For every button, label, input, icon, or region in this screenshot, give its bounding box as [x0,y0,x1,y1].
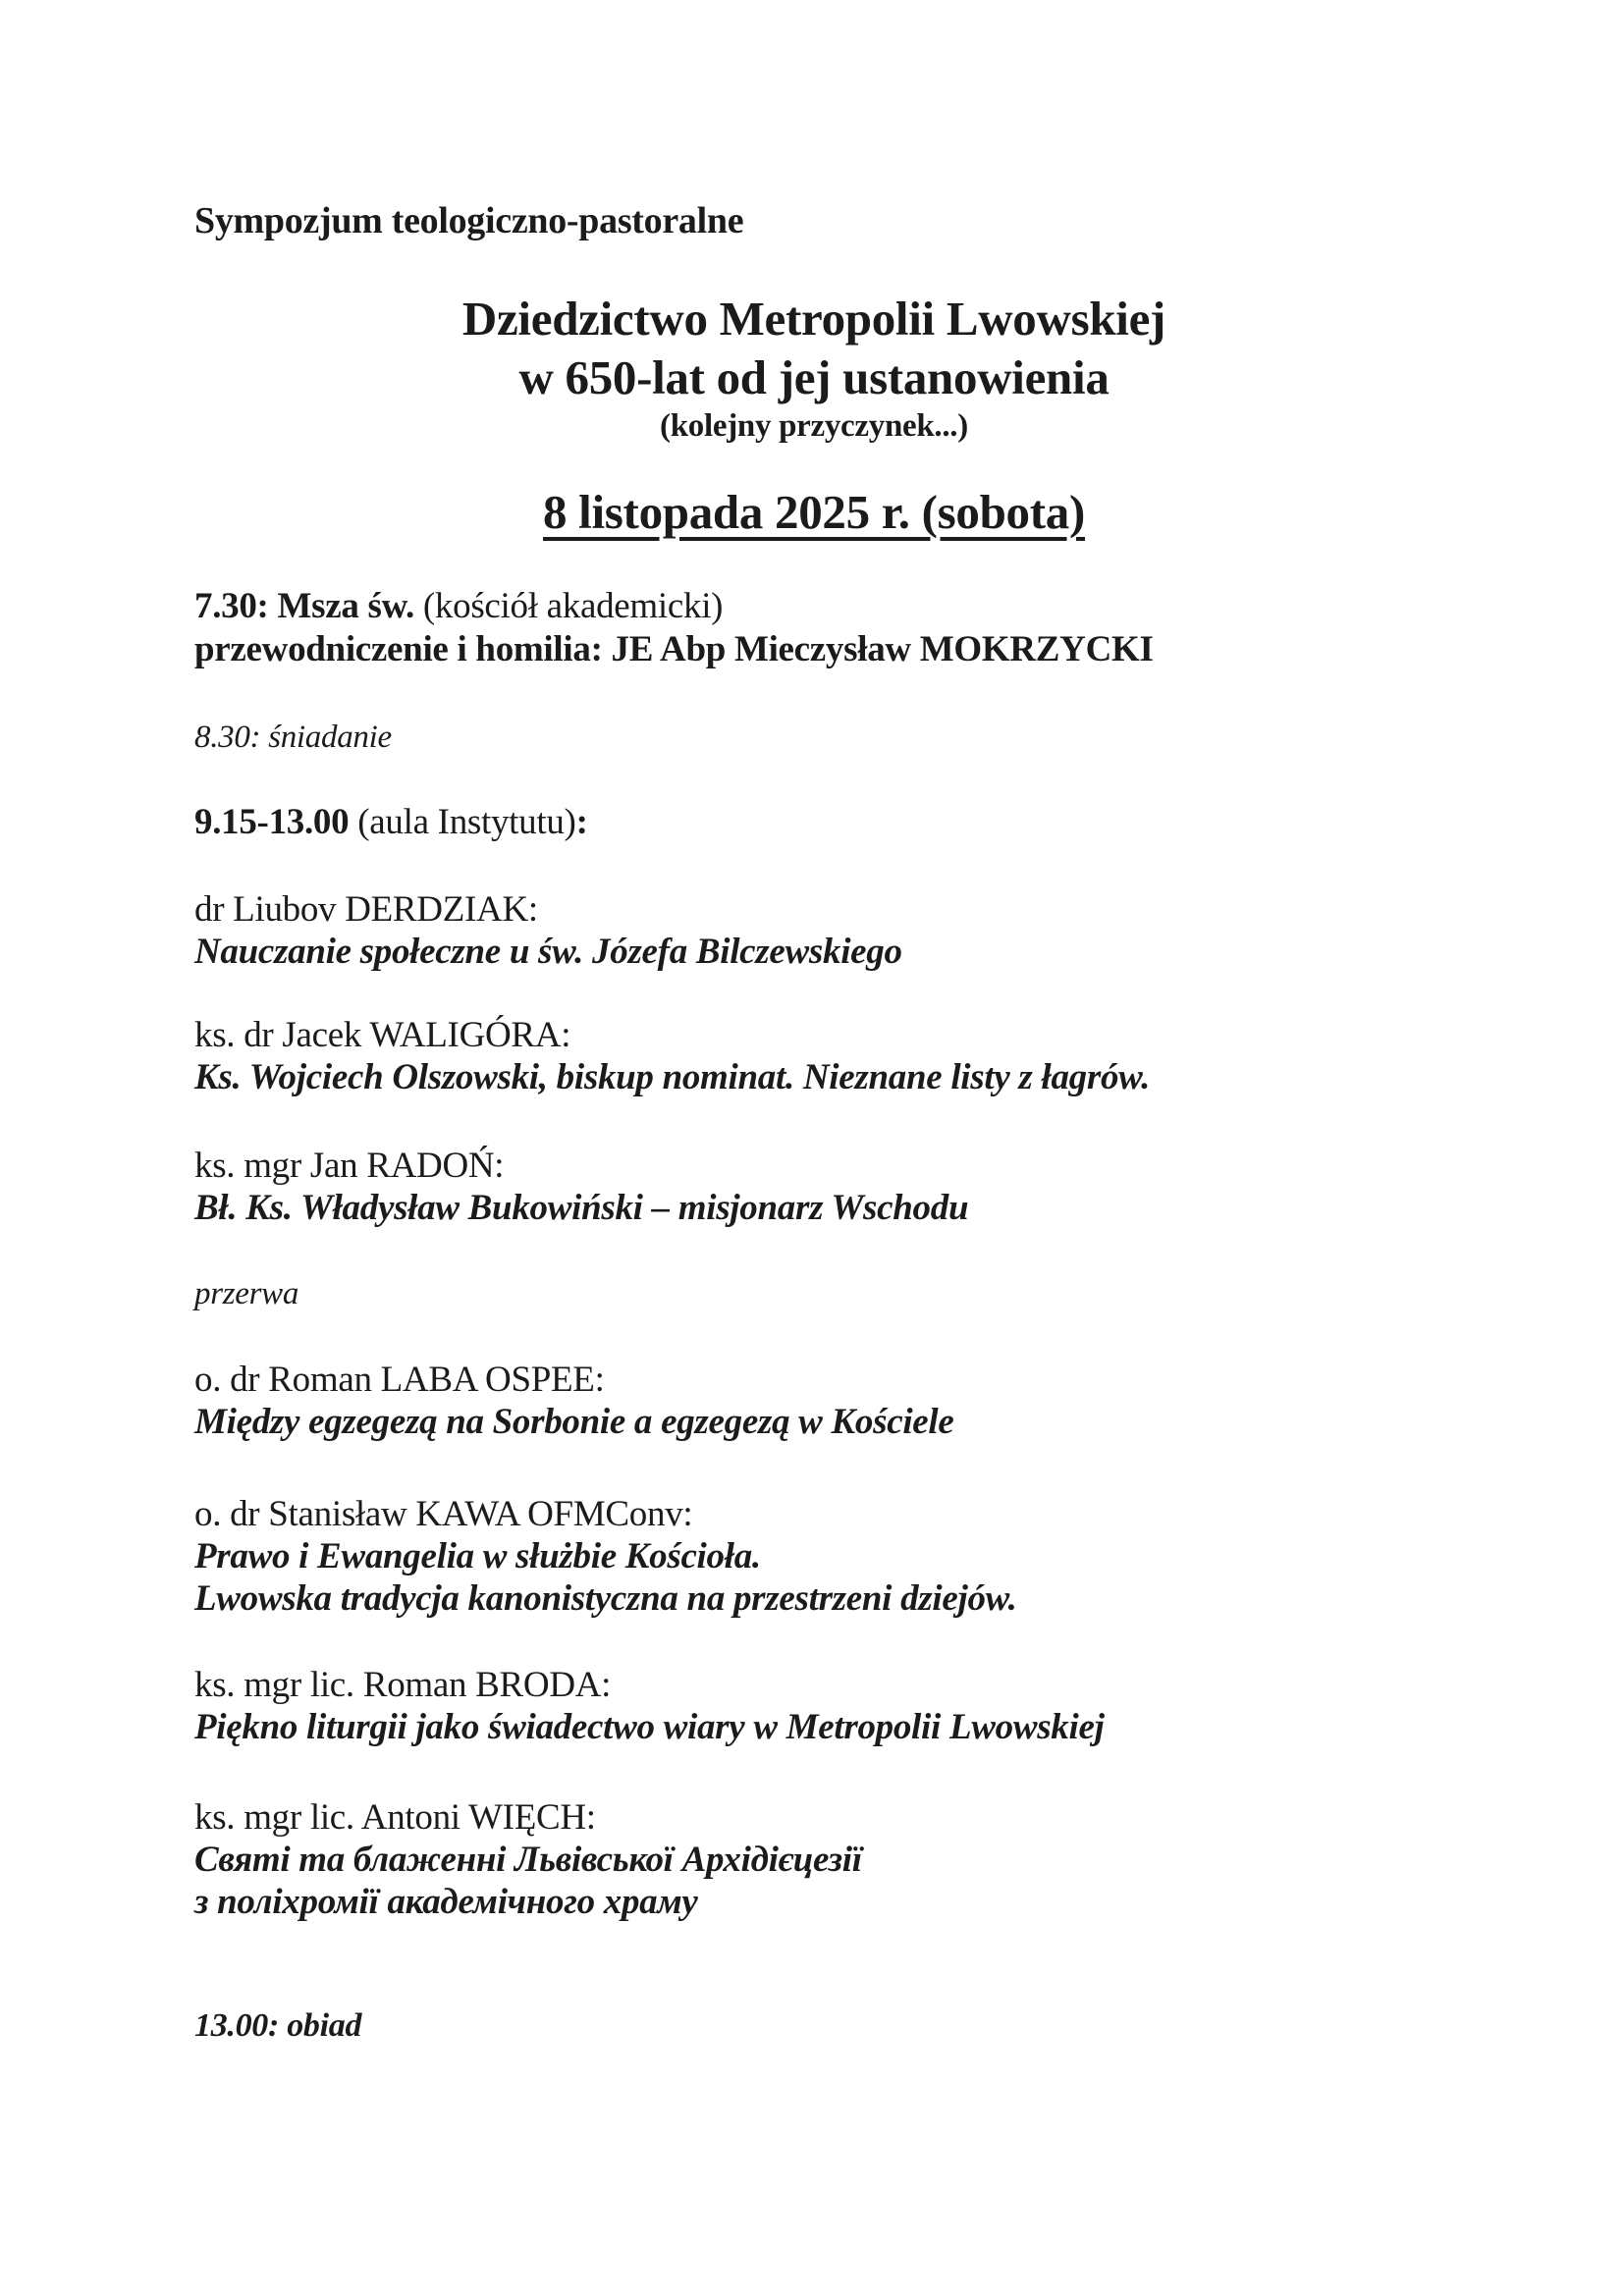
session-colon: : [575,802,588,842]
talk-title-kawa-line-2: Lwowska tradycja kanonistyczna na przestrzeni dziejów. [194,1578,1017,1619]
talk-title-wiech-line-1: Святі та блаженні Львівської Архідієцезії [194,1840,862,1880]
mass-entry [194,585,1434,628]
session-time: 9.15-13.00 [194,802,350,842]
document-series-title: Sympozjum teologiczno-pastoralne [194,200,744,241]
break-note: przerwa [194,1276,299,1311]
session-venue: (aula Instytutu) [349,802,576,842]
speaker-name-broda: ks. mgr lic. Roman BRODA: [194,1665,612,1705]
talk-title-waligora: Ks. Wojciech Olszowski, biskup nominat. Nieznane listy z łagrów. [194,1057,1151,1097]
talk-title-wiech-line-2: з поліхромії академічного храму [194,1882,698,1922]
speaker-name-radon: ks. mgr Jan RADOŃ: [194,1146,505,1186]
mass-time-label: 7.30: Msza św. [194,586,414,626]
date-heading-text: 8 listopada 2025 r. (sobota) [543,485,1085,539]
speaker-name-laba: o. dr Roman LABA OSPEE: [194,1360,605,1400]
speaker-name-waligora: ks. dr Jacek WALIGÓRA: [194,1015,571,1055]
talk-title-broda: Piękno liturgii jako świadectwo wiary w Metropolii Lwowskiej [194,1707,1105,1747]
date-heading [194,485,1434,539]
mass-location: (kościół akademicki) [413,586,724,626]
talk-title-laba: Między egzegezą na Sorbonie a egzegezą w Kościele [194,1402,954,1442]
main-title-line-1: Dziedzictwo Metropolii Lwowskiej [461,292,1166,346]
main-title-line-2: w 650-lat od jej ustanowienia [518,350,1110,404]
talk-title-derdziak: Nauczanie społeczne u św. Józefa Bilczewskiego [194,932,902,972]
speaker-name-kawa: o. dr Stanisław KAWA OFMConv: [194,1494,693,1534]
lunch-note: 13.00: obiad [194,2007,362,2044]
speaker-name-derdziak: dr Liubov DERDZIAK: [194,889,538,930]
breakfast-note: 8.30: śniadanie [194,720,392,755]
talk-title-radon: Bł. Ks. Władysław Bukowiński – misjonarz Wschodu [194,1188,969,1228]
speaker-name-wiech: ks. mgr lic. Antoni WIĘCH: [194,1797,596,1838]
mass-celebrant: przewodniczenie i homilia: JE Abp Mieczysław MOKRZYCKI [194,629,1154,669]
session-entry [194,801,1434,844]
main-title-subtitle: (kolejny przyczynek...) [660,408,968,444]
talk-title-kawa-line-1: Prawo i Ewangelia w służbie Kościoła. [194,1536,761,1576]
